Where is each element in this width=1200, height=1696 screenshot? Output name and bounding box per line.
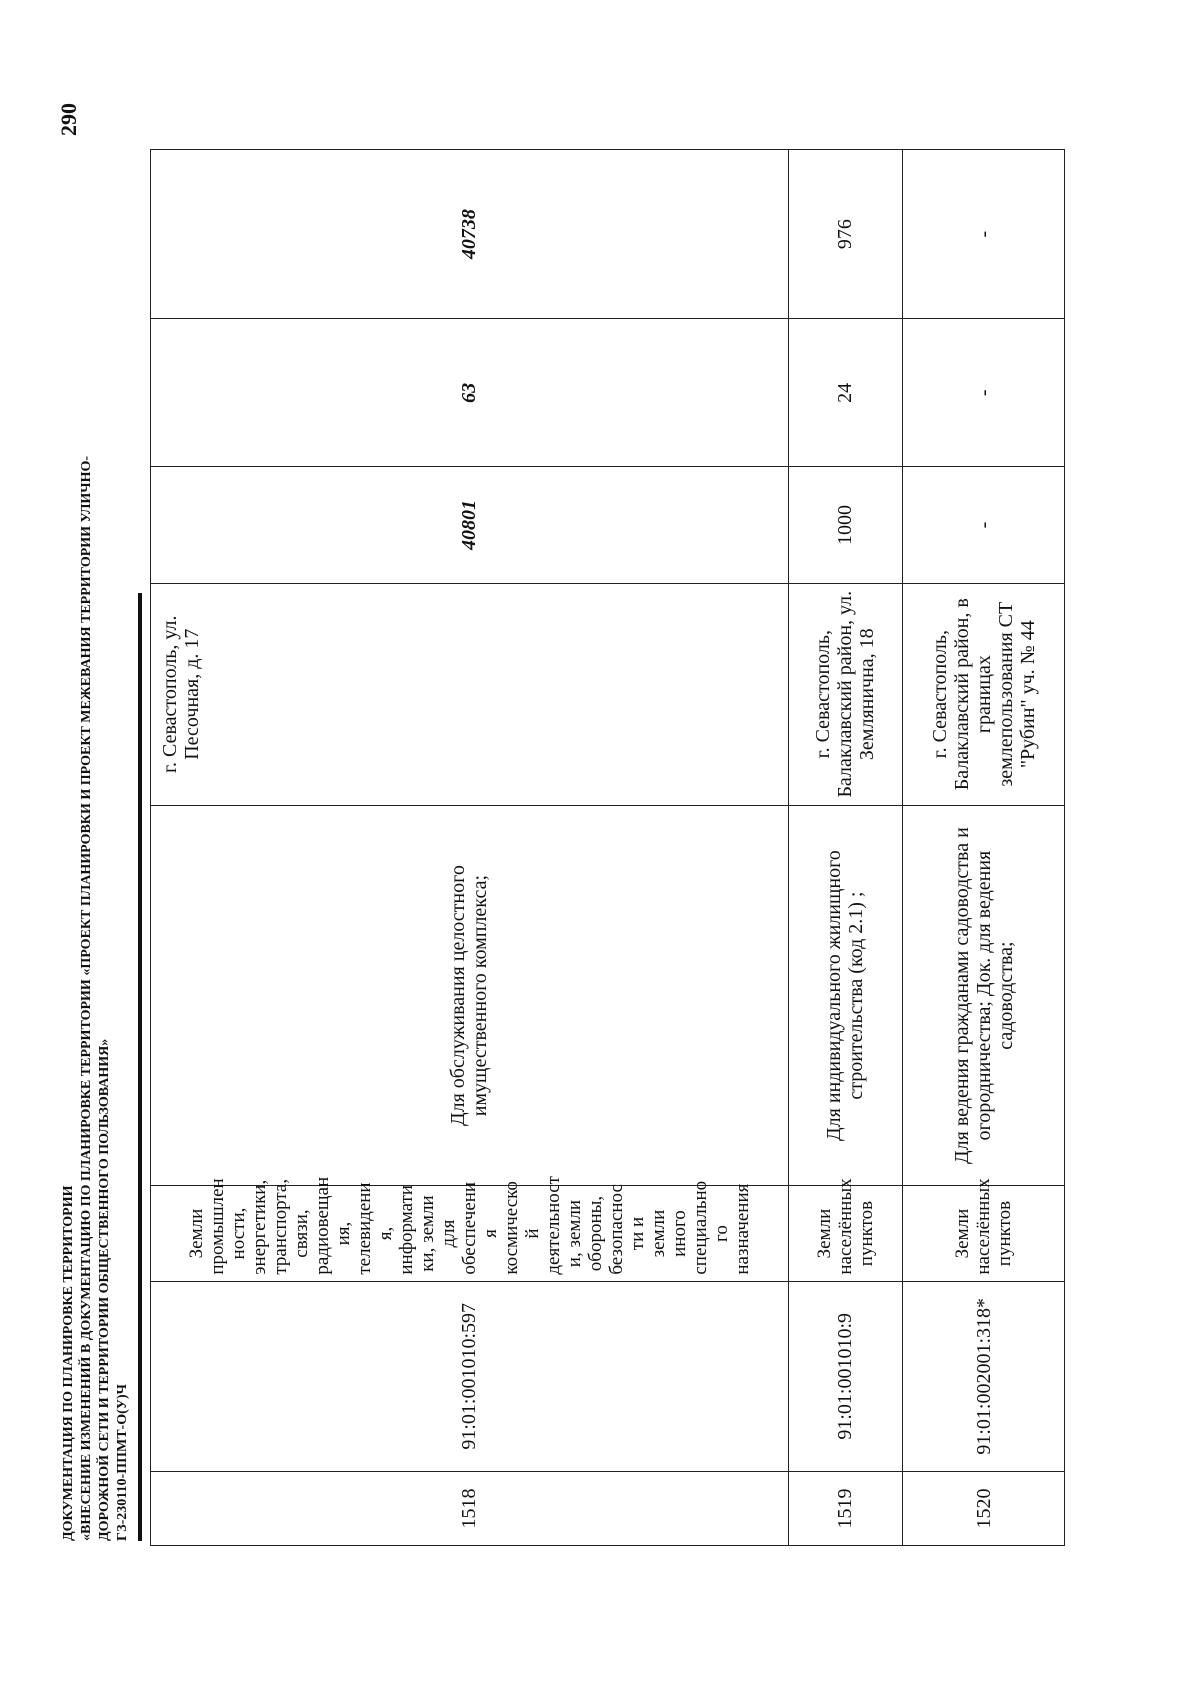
row-number: 1520 bbox=[903, 1471, 1065, 1545]
area-part: 24 bbox=[788, 319, 903, 467]
cadastral-number: 91:01:001010:9 bbox=[788, 1281, 903, 1471]
land-category: Земли населённых пунктов bbox=[788, 1186, 903, 1281]
permitted-use: Для ведения гражданами садоводства и огородничества; Док. для ведения садоводства; bbox=[903, 805, 1065, 1186]
area-total: 1000 bbox=[788, 467, 903, 583]
area-part: 63 bbox=[151, 319, 789, 467]
permitted-use: Для индивидуального жилищного строительства (код 2.1) ; bbox=[788, 805, 903, 1186]
address: г. Севастополь, ул. Песочная, д. 17 bbox=[151, 583, 789, 805]
page-number: 290 bbox=[56, 103, 81, 136]
address: г. Севастополь, Балаклавский район, ул. Землянична, 18 bbox=[788, 583, 903, 805]
area-total: - bbox=[903, 467, 1065, 583]
cadastral-number: 91:01:002001:318* bbox=[903, 1281, 1065, 1471]
area-part: - bbox=[903, 319, 1065, 467]
header-line-1: ДОКУМЕНТАЦИЯ ПО ПЛАНИРОВКЕ ТЕРРИТОРИИ bbox=[61, 1185, 76, 1541]
header-line-3: ДОРОЖНОЙ СЕТИ И ТЕРРИТОРИИ ОБЩЕСТВЕННОГО ПОЛЬЗОВАНИЯ» bbox=[97, 1038, 112, 1541]
table-row bbox=[788, 150, 903, 1546]
header-line-2: «ВНЕСЕНИЕ ИЗМЕНЕНИЙ В ДОКУМЕНТАЦИЮ ПО ПЛАНИРОВКЕ ТЕРРИТОРИИ «ПРОЕКТ ПЛАНИРОВКИ И ПРОЕКТ МЕЖЕВАНИЯ ТЕРРИТОРИИ УЛИЧНО- bbox=[79, 455, 94, 1541]
area-remaining: 40738 bbox=[151, 150, 789, 319]
table-row bbox=[903, 150, 1065, 1546]
land-category: Земли промышлен ности, энергетики, транспорта, связи, радиовещан ия, телевидени я, информати ки, земли для обеспечени я космическо й деятельност и, земли обороны, безопаснос ти и земли иного специально го назначения bbox=[151, 1186, 789, 1281]
area-total: 40801 bbox=[151, 467, 789, 583]
document-header bbox=[60, 441, 132, 1541]
address: г. Севастополь, Балаклавский район, в границах землепользования СТ "Рубин" уч. № 44 bbox=[903, 583, 1065, 805]
cadastral-number: 91:01:001010:597 bbox=[151, 1281, 789, 1471]
table-row bbox=[151, 150, 789, 1546]
header-rule bbox=[138, 593, 142, 1541]
land-plots-table bbox=[150, 149, 1065, 1546]
area-remaining: - bbox=[903, 150, 1065, 319]
row-number: 1519 bbox=[788, 1471, 903, 1545]
land-category: Земли населённых пунктов bbox=[903, 1186, 1065, 1281]
header-line-4: ГЗ-230110-ППМТ-О(У)Ч bbox=[115, 1384, 130, 1541]
row-number: 1518 bbox=[151, 1471, 789, 1545]
area-remaining: 976 bbox=[788, 150, 903, 319]
permitted-use: Для обслуживания целостного имущественного комплекса; bbox=[151, 805, 789, 1186]
